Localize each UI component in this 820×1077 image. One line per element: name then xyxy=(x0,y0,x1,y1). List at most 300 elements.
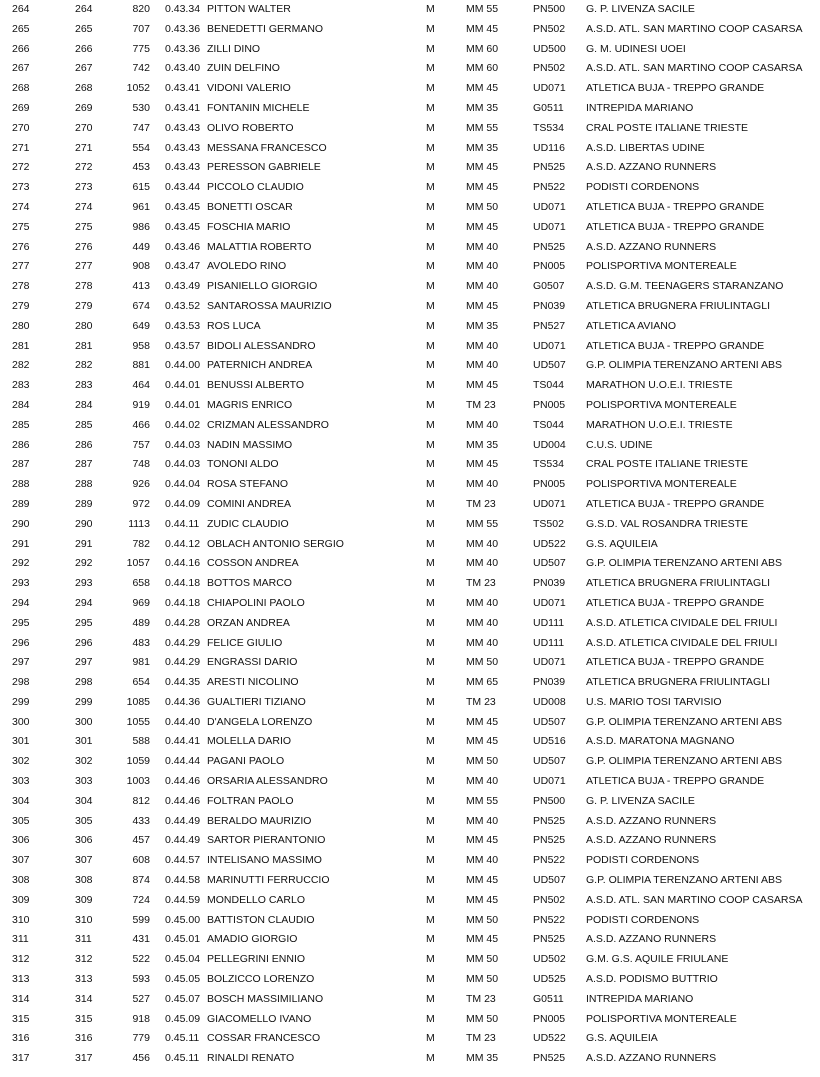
bib-number-cell: 747 xyxy=(132,121,150,134)
result-row xyxy=(0,0,820,20)
result-row xyxy=(0,396,820,416)
category-position-cell: 293 xyxy=(75,577,93,590)
athlete-name-cell: PAGANI PAOLO xyxy=(207,755,285,768)
club-name-cell: CRAL POSTE ITALIANE TRIESTE xyxy=(586,121,749,134)
age-class-cell: MM 35 xyxy=(466,141,499,154)
club-code-cell: PN502 xyxy=(533,893,566,906)
sex-cell: M xyxy=(426,82,435,95)
finish-time-cell: 0.44.59 xyxy=(165,893,201,906)
athlete-name-cell: SANTAROSSA MAURIZIO xyxy=(207,299,332,312)
result-row xyxy=(0,812,820,832)
result-row xyxy=(0,1029,820,1049)
category-position-cell: 282 xyxy=(75,359,93,372)
category-position-cell: 306 xyxy=(75,834,93,847)
athlete-name-cell: AMADIO GIORGIO xyxy=(207,933,298,946)
club-code-cell: PN500 xyxy=(533,794,566,807)
category-position-cell: 286 xyxy=(75,438,93,451)
result-row xyxy=(0,653,820,673)
sex-cell: M xyxy=(426,22,435,35)
bib-number-cell: 881 xyxy=(132,359,150,372)
athlete-name-cell: AVOLEDO RINO xyxy=(207,260,287,273)
club-code-cell: PN005 xyxy=(533,1012,566,1025)
club-name-cell: G. P. LIVENZA SACILE xyxy=(586,3,695,15)
result-row xyxy=(0,20,820,40)
category-position-cell: 287 xyxy=(75,458,93,471)
sex-cell: M xyxy=(426,398,435,411)
club-name-cell: A.S.D. AZZANO RUNNERS xyxy=(586,240,717,253)
result-row xyxy=(0,1049,820,1069)
club-code-cell: UD071 xyxy=(533,596,566,609)
sex-cell: M xyxy=(426,3,435,15)
sex-cell: M xyxy=(426,973,435,986)
position-cell: 274 xyxy=(12,200,30,213)
club-code-cell: UD071 xyxy=(533,497,566,510)
club-code-cell: PN039 xyxy=(533,676,566,689)
club-name-cell: A.S.D. ATLETICA CIVIDALE DEL FRIULI xyxy=(586,616,778,629)
finish-time-cell: 0.43.45 xyxy=(165,200,201,213)
sex-cell: M xyxy=(426,1032,435,1045)
athlete-name-cell: D'ANGELA LORENZO xyxy=(207,715,313,728)
club-code-cell: UD507 xyxy=(533,755,566,768)
athlete-name-cell: FONTANIN MICHELE xyxy=(207,101,310,114)
club-code-cell: UD008 xyxy=(533,695,566,708)
athlete-name-cell: FELICE GIULIO xyxy=(207,636,283,649)
finish-time-cell: 0.43.46 xyxy=(165,240,201,253)
athlete-name-cell: MARINUTTI FERRUCCIO xyxy=(207,874,330,887)
finish-time-cell: 0.43.45 xyxy=(165,220,201,233)
bib-number-cell: 554 xyxy=(132,141,150,154)
category-position-cell: 267 xyxy=(75,62,93,75)
position-cell: 307 xyxy=(12,854,30,867)
position-cell: 297 xyxy=(12,656,30,669)
sex-cell: M xyxy=(426,913,435,926)
category-position-cell: 301 xyxy=(75,735,93,748)
result-row xyxy=(0,119,820,139)
athlete-name-cell: BENUSSI ALBERTO xyxy=(207,379,305,392)
result-row xyxy=(0,40,820,60)
position-cell: 294 xyxy=(12,596,30,609)
bib-number-cell: 453 xyxy=(132,161,150,174)
result-row xyxy=(0,851,820,871)
club-code-cell: G0507 xyxy=(533,280,565,293)
bib-number-cell: 874 xyxy=(132,874,150,887)
athlete-name-cell: CHIAPOLINI PAOLO xyxy=(207,596,305,609)
result-row xyxy=(0,218,820,238)
club-name-cell: G.P. OLIMPIA TERENZANO ARTENI ABS xyxy=(586,557,783,570)
club-name-cell: INTREPIDA MARIANO xyxy=(586,101,694,114)
club-name-cell: A.S.D. AZZANO RUNNERS xyxy=(586,814,717,827)
age-class-cell: MM 50 xyxy=(466,973,499,986)
position-cell: 299 xyxy=(12,695,30,708)
result-row xyxy=(0,515,820,535)
result-row xyxy=(0,930,820,950)
sex-cell: M xyxy=(426,161,435,174)
bib-number-cell: 919 xyxy=(132,398,150,411)
sex-cell: M xyxy=(426,577,435,590)
club-code-cell: TS534 xyxy=(533,121,564,134)
bib-number-cell: 466 xyxy=(132,418,150,431)
club-name-cell: ATLETICA BRUGNERA FRIULINTAGLI xyxy=(586,676,770,689)
athlete-name-cell: ZILLI DINO xyxy=(207,42,261,55)
club-code-cell: UD071 xyxy=(533,82,566,95)
category-position-cell: 273 xyxy=(75,181,93,194)
sex-cell: M xyxy=(426,854,435,867)
athlete-name-cell: PERESSON GABRIELE xyxy=(207,161,321,174)
finish-time-cell: 0.45.04 xyxy=(165,953,201,966)
club-code-cell: TS534 xyxy=(533,458,564,471)
result-row xyxy=(0,792,820,812)
sex-cell: M xyxy=(426,676,435,689)
position-cell: 290 xyxy=(12,517,30,530)
category-position-cell: 310 xyxy=(75,913,93,926)
age-class-cell: MM 55 xyxy=(466,794,499,807)
athlete-name-cell: ORZAN ANDREA xyxy=(207,616,290,629)
category-position-cell: 315 xyxy=(75,1012,93,1025)
sex-cell: M xyxy=(426,42,435,55)
sex-cell: M xyxy=(426,834,435,847)
club-name-cell: A.S.D. AZZANO RUNNERS xyxy=(586,1052,717,1065)
bib-number-cell: 926 xyxy=(132,478,150,491)
finish-time-cell: 0.44.46 xyxy=(165,775,201,788)
sex-cell: M xyxy=(426,992,435,1005)
club-name-cell: A.S.D. MARATONA MAGNANO xyxy=(586,735,735,748)
finish-time-cell: 0.44.46 xyxy=(165,794,201,807)
category-position-cell: 314 xyxy=(75,992,93,1005)
bib-number-cell: 489 xyxy=(132,616,150,629)
age-class-cell: TM 23 xyxy=(466,1032,496,1045)
age-class-cell: MM 40 xyxy=(466,418,499,431)
position-cell: 301 xyxy=(12,735,30,748)
bib-number-cell: 1085 xyxy=(126,695,150,708)
position-cell: 295 xyxy=(12,616,30,629)
position-cell: 285 xyxy=(12,418,30,431)
athlete-name-cell: BOTTOS MARCO xyxy=(207,577,292,590)
bib-number-cell: 449 xyxy=(132,240,150,253)
result-row xyxy=(0,99,820,119)
age-class-cell: MM 40 xyxy=(466,636,499,649)
sex-cell: M xyxy=(426,379,435,392)
category-position-cell: 279 xyxy=(75,299,93,312)
athlete-name-cell: PICCOLO CLAUDIO xyxy=(207,181,304,194)
sex-cell: M xyxy=(426,596,435,609)
category-position-cell: 297 xyxy=(75,656,93,669)
bib-number-cell: 812 xyxy=(132,794,150,807)
finish-time-cell: 0.43.44 xyxy=(165,181,201,194)
club-code-cell: TS502 xyxy=(533,517,564,530)
bib-number-cell: 649 xyxy=(132,319,150,332)
club-name-cell: G. M. UDINESI UOEI xyxy=(586,42,686,55)
finish-time-cell: 0.44.49 xyxy=(165,834,201,847)
sex-cell: M xyxy=(426,537,435,550)
sex-cell: M xyxy=(426,517,435,530)
club-code-cell: UD071 xyxy=(533,656,566,669)
position-cell: 280 xyxy=(12,319,30,332)
category-position-cell: 266 xyxy=(75,42,93,55)
club-code-cell: PN005 xyxy=(533,478,566,491)
result-row xyxy=(0,376,820,396)
bib-number-cell: 775 xyxy=(132,42,150,55)
age-class-cell: MM 50 xyxy=(466,200,499,213)
athlete-name-cell: ROSA STEFANO xyxy=(207,478,289,491)
club-name-cell: G.S.D. VAL ROSANDRA TRIESTE xyxy=(586,517,749,530)
age-class-cell: MM 55 xyxy=(466,517,499,530)
position-cell: 272 xyxy=(12,161,30,174)
age-class-cell: MM 45 xyxy=(466,379,499,392)
sex-cell: M xyxy=(426,319,435,332)
bib-number-cell: 1059 xyxy=(126,755,150,768)
position-cell: 315 xyxy=(12,1012,30,1025)
finish-time-cell: 0.44.58 xyxy=(165,874,201,887)
bib-number-cell: 986 xyxy=(132,220,150,233)
sex-cell: M xyxy=(426,478,435,491)
category-position-cell: 288 xyxy=(75,478,93,491)
bib-number-cell: 456 xyxy=(132,1052,150,1065)
finish-time-cell: 0.43.43 xyxy=(165,141,201,154)
club-code-cell: UD522 xyxy=(533,537,566,550)
club-code-cell: PN525 xyxy=(533,240,566,253)
club-name-cell: POLISPORTIVA MONTEREALE xyxy=(586,398,737,411)
finish-time-cell: 0.44.18 xyxy=(165,596,201,609)
bib-number-cell: 820 xyxy=(132,3,150,15)
age-class-cell: MM 40 xyxy=(466,280,499,293)
result-row xyxy=(0,158,820,178)
age-class-cell: MM 45 xyxy=(466,933,499,946)
category-position-cell: 295 xyxy=(75,616,93,629)
position-cell: 302 xyxy=(12,755,30,768)
result-row xyxy=(0,831,820,851)
position-cell: 291 xyxy=(12,537,30,550)
athlete-name-cell: BENEDETTI GERMANO xyxy=(207,22,324,35)
athlete-name-cell: BONETTI OSCAR xyxy=(207,200,293,213)
club-name-cell: MARATHON U.O.E.I. TRIESTE xyxy=(586,418,733,431)
position-cell: 289 xyxy=(12,497,30,510)
athlete-name-cell: COMINI ANDREA xyxy=(207,497,292,510)
sex-cell: M xyxy=(426,616,435,629)
club-code-cell: UD525 xyxy=(533,973,566,986)
club-name-cell: A.S.D. AZZANO RUNNERS xyxy=(586,933,717,946)
finish-time-cell: 0.43.52 xyxy=(165,299,201,312)
finish-time-cell: 0.44.01 xyxy=(165,398,201,411)
sex-cell: M xyxy=(426,181,435,194)
club-name-cell: POLISPORTIVA MONTEREALE xyxy=(586,478,737,491)
club-name-cell: ATLETICA BUJA - TREPPO GRANDE xyxy=(586,200,765,213)
club-code-cell: UD507 xyxy=(533,359,566,372)
athlete-name-cell: PATERNICH ANDREA xyxy=(207,359,313,372)
age-class-cell: MM 50 xyxy=(466,1012,499,1025)
result-row xyxy=(0,436,820,456)
age-class-cell: MM 40 xyxy=(466,814,499,827)
athlete-name-cell: OBLACH ANTONIO SERGIO xyxy=(207,537,344,550)
bib-number-cell: 748 xyxy=(132,458,150,471)
result-row xyxy=(0,732,820,752)
bib-number-cell: 413 xyxy=(132,280,150,293)
athlete-name-cell: COSSAR FRANCESCO xyxy=(207,1032,321,1045)
result-row xyxy=(0,871,820,891)
sex-cell: M xyxy=(426,814,435,827)
result-row xyxy=(0,673,820,693)
club-code-cell: UD516 xyxy=(533,735,566,748)
category-position-cell: 264 xyxy=(75,3,93,15)
sex-cell: M xyxy=(426,438,435,451)
position-cell: 312 xyxy=(12,953,30,966)
category-position-cell: 291 xyxy=(75,537,93,550)
result-row xyxy=(0,713,820,733)
age-class-cell: MM 45 xyxy=(466,220,499,233)
position-cell: 314 xyxy=(12,992,30,1005)
category-position-cell: 284 xyxy=(75,398,93,411)
sex-cell: M xyxy=(426,141,435,154)
bib-number-cell: 522 xyxy=(132,953,150,966)
sex-cell: M xyxy=(426,458,435,471)
category-position-cell: 290 xyxy=(75,517,93,530)
result-row xyxy=(0,554,820,574)
club-name-cell: CRAL POSTE ITALIANE TRIESTE xyxy=(586,458,749,471)
age-class-cell: MM 45 xyxy=(466,715,499,728)
sex-cell: M xyxy=(426,953,435,966)
club-code-cell: G0511 xyxy=(533,101,564,114)
finish-time-cell: 0.45.07 xyxy=(165,992,201,1005)
bib-number-cell: 742 xyxy=(132,62,150,75)
position-cell: 292 xyxy=(12,557,30,570)
result-row xyxy=(0,1010,820,1030)
category-position-cell: 289 xyxy=(75,497,93,510)
bib-number-cell: 1003 xyxy=(126,775,150,788)
bib-number-cell: 527 xyxy=(132,992,150,1005)
club-code-cell: PN525 xyxy=(533,814,566,827)
bib-number-cell: 431 xyxy=(132,933,150,946)
category-position-cell: 298 xyxy=(75,676,93,689)
bib-number-cell: 707 xyxy=(132,22,150,35)
category-position-cell: 299 xyxy=(75,695,93,708)
position-cell: 284 xyxy=(12,398,30,411)
position-cell: 317 xyxy=(12,1052,30,1065)
age-class-cell: MM 40 xyxy=(466,359,499,372)
result-row xyxy=(0,970,820,990)
age-class-cell: MM 60 xyxy=(466,62,499,75)
club-name-cell: G.S. AQUILEIA xyxy=(586,537,658,550)
sex-cell: M xyxy=(426,557,435,570)
bib-number-cell: 457 xyxy=(132,834,150,847)
athlete-name-cell: VIDONI VALERIO xyxy=(207,82,291,95)
club-name-cell: A.S.D. PODISMO BUTTRIO xyxy=(586,973,718,986)
athlete-name-cell: PITTON WALTER xyxy=(207,3,291,15)
category-position-cell: 302 xyxy=(75,755,93,768)
finish-time-cell: 0.44.02 xyxy=(165,418,201,431)
finish-time-cell: 0.44.00 xyxy=(165,359,201,372)
bib-number-cell: 961 xyxy=(132,200,150,213)
club-code-cell: UD116 xyxy=(533,141,565,154)
sex-cell: M xyxy=(426,794,435,807)
bib-number-cell: 981 xyxy=(132,656,150,669)
age-class-cell: MM 60 xyxy=(466,42,499,55)
category-position-cell: 296 xyxy=(75,636,93,649)
age-class-cell: MM 50 xyxy=(466,953,499,966)
age-class-cell: MM 40 xyxy=(466,596,499,609)
age-class-cell: MM 45 xyxy=(466,874,499,887)
athlete-name-cell: BIDOLI ALESSANDRO xyxy=(207,339,316,352)
sex-cell: M xyxy=(426,62,435,75)
result-row xyxy=(0,891,820,911)
result-row xyxy=(0,79,820,99)
age-class-cell: MM 35 xyxy=(466,1052,499,1065)
result-row xyxy=(0,574,820,594)
position-cell: 279 xyxy=(12,299,30,312)
club-name-cell: A.S.D. AZZANO RUNNERS xyxy=(586,834,717,847)
age-class-cell: MM 45 xyxy=(466,22,499,35)
club-code-cell: UD507 xyxy=(533,874,566,887)
sex-cell: M xyxy=(426,755,435,768)
bib-number-cell: 1055 xyxy=(126,715,150,728)
result-row xyxy=(0,475,820,495)
club-name-cell: ATLETICA BRUGNERA FRIULINTAGLI xyxy=(586,577,770,590)
age-class-cell: MM 35 xyxy=(466,101,499,114)
club-code-cell: UD071 xyxy=(533,200,566,213)
finish-time-cell: 0.44.29 xyxy=(165,636,201,649)
age-class-cell: TM 23 xyxy=(466,497,496,510)
club-code-cell: PN522 xyxy=(533,181,566,194)
position-cell: 276 xyxy=(12,240,30,253)
club-code-cell: TS044 xyxy=(533,418,564,431)
result-row xyxy=(0,59,820,79)
sex-cell: M xyxy=(426,418,435,431)
finish-time-cell: 0.43.41 xyxy=(165,82,201,95)
bib-number-cell: 757 xyxy=(132,438,150,451)
age-class-cell: MM 45 xyxy=(466,82,499,95)
result-row xyxy=(0,337,820,357)
result-row xyxy=(0,693,820,713)
age-class-cell: MM 45 xyxy=(466,161,499,174)
club-name-cell: POLISPORTIVA MONTEREALE xyxy=(586,260,737,273)
club-name-cell: G.S. AQUILEIA xyxy=(586,1032,658,1045)
finish-time-cell: 0.44.11 xyxy=(165,517,200,530)
club-code-cell: PN500 xyxy=(533,3,566,15)
category-position-cell: 278 xyxy=(75,280,93,293)
result-row xyxy=(0,257,820,277)
position-cell: 283 xyxy=(12,379,30,392)
bib-number-cell: 782 xyxy=(132,537,150,550)
club-name-cell: G.P. OLIMPIA TERENZANO ARTENI ABS xyxy=(586,715,783,728)
bib-number-cell: 918 xyxy=(132,1012,150,1025)
result-row xyxy=(0,139,820,159)
club-name-cell: A.S.D. AZZANO RUNNERS xyxy=(586,161,717,174)
finish-time-cell: 0.44.28 xyxy=(165,616,201,629)
category-position-cell: 271 xyxy=(75,141,93,154)
age-class-cell: MM 45 xyxy=(466,735,499,748)
result-row xyxy=(0,416,820,436)
bib-number-cell: 1057 xyxy=(126,557,150,570)
athlete-name-cell: ZUDIC CLAUDIO xyxy=(207,517,289,530)
club-name-cell: G.M. G.S. AQUILE FRIULANE xyxy=(586,953,729,966)
category-position-cell: 265 xyxy=(75,22,93,35)
category-position-cell: 316 xyxy=(75,1032,93,1045)
athlete-name-cell: SARTOR PIERANTONIO xyxy=(207,834,326,847)
category-position-cell: 292 xyxy=(75,557,93,570)
club-name-cell: PODISTI CORDENONS xyxy=(586,854,700,867)
finish-time-cell: 0.43.57 xyxy=(165,339,201,352)
club-code-cell: PN525 xyxy=(533,1052,566,1065)
category-position-cell: 280 xyxy=(75,319,93,332)
club-code-cell: UD507 xyxy=(533,715,566,728)
bib-number-cell: 483 xyxy=(132,636,150,649)
bib-number-cell: 599 xyxy=(132,913,150,926)
age-class-cell: MM 45 xyxy=(466,834,499,847)
finish-time-cell: 0.43.43 xyxy=(165,121,201,134)
club-name-cell: G.P. OLIMPIA TERENZANO ARTENI ABS xyxy=(586,359,783,372)
athlete-name-cell: NADIN MASSIMO xyxy=(207,438,293,451)
athlete-name-cell: ORSARIA ALESSANDRO xyxy=(207,775,328,788)
age-class-cell: MM 40 xyxy=(466,478,499,491)
finish-time-cell: 0.43.40 xyxy=(165,62,201,75)
